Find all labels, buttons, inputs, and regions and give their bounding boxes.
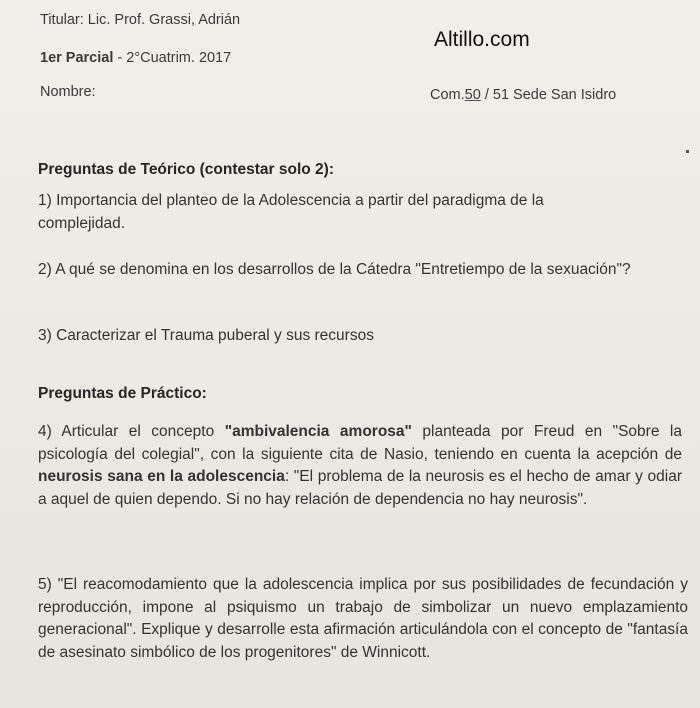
- q4-bold-concept: "ambivalencia amorosa": [224, 423, 412, 440]
- q4-text-1: 4) Articular el concepto: [38, 423, 225, 440]
- com-prefix: Com.: [430, 87, 465, 103]
- name-label: Nombre:: [40, 84, 96, 100]
- question-2: 2) A qué se denomina en los desarrollos de la Cátedra "Entretiempo de la sexuación"?: [38, 261, 631, 278]
- question-1: 1) Importancia del planteo de la Adolescencia a partir del paradigma de la complejidad.: [38, 192, 544, 232]
- practico-heading: Preguntas de Práctico:: [38, 385, 207, 402]
- teorico-heading: Preguntas de Teórico (contestar solo 2):: [38, 161, 334, 178]
- exam-title-line: [40, 50, 231, 66]
- commission-line: [430, 87, 616, 103]
- com-suffix: / 51 Sede San Isidro: [480, 87, 617, 103]
- exam-period: - 2°Cuatrim. 2017: [113, 50, 232, 66]
- com-number-50: 50: [464, 87, 481, 103]
- exam-label: 1er Parcial: [40, 50, 114, 66]
- scan-speck: [686, 150, 689, 153]
- question-5: 5) "El reacomodamiento que la adolescencia implica por sus posibilidades de fecundación y reproducción, impone al psiquismo un trabajo de simbolizar un nuevo emplazamiento generacional". Explique y desarrolle esta afirmación articulándola con el concepto de "fantasía de asesinato simbólico de los progenitores" de Winnicott.: [38, 576, 688, 661]
- watermark-logo: Altillo.com: [434, 28, 530, 51]
- question-4: [38, 421, 682, 511]
- question-3: 3) Caracterizar el Trauma puberal y sus recursos: [38, 327, 374, 344]
- titular-line: Titular: Lic. Prof. Grassi, Adrián: [40, 12, 241, 28]
- q4-text-3: : "El problema de la neurosis es el hecho de amar y odiar a aquel de quien dependo. Si no hay relación de dependencia no hay neurosis".: [38, 468, 682, 508]
- q4-bold-neurosis: neurosis sana en la adolescencia: [38, 468, 285, 485]
- q4-text-2: planteada por Freud en "Sobre la psicología del colegial", con la siguiente cita de Nasio, teniendo en cuenta la acepción de: [38, 423, 682, 463]
